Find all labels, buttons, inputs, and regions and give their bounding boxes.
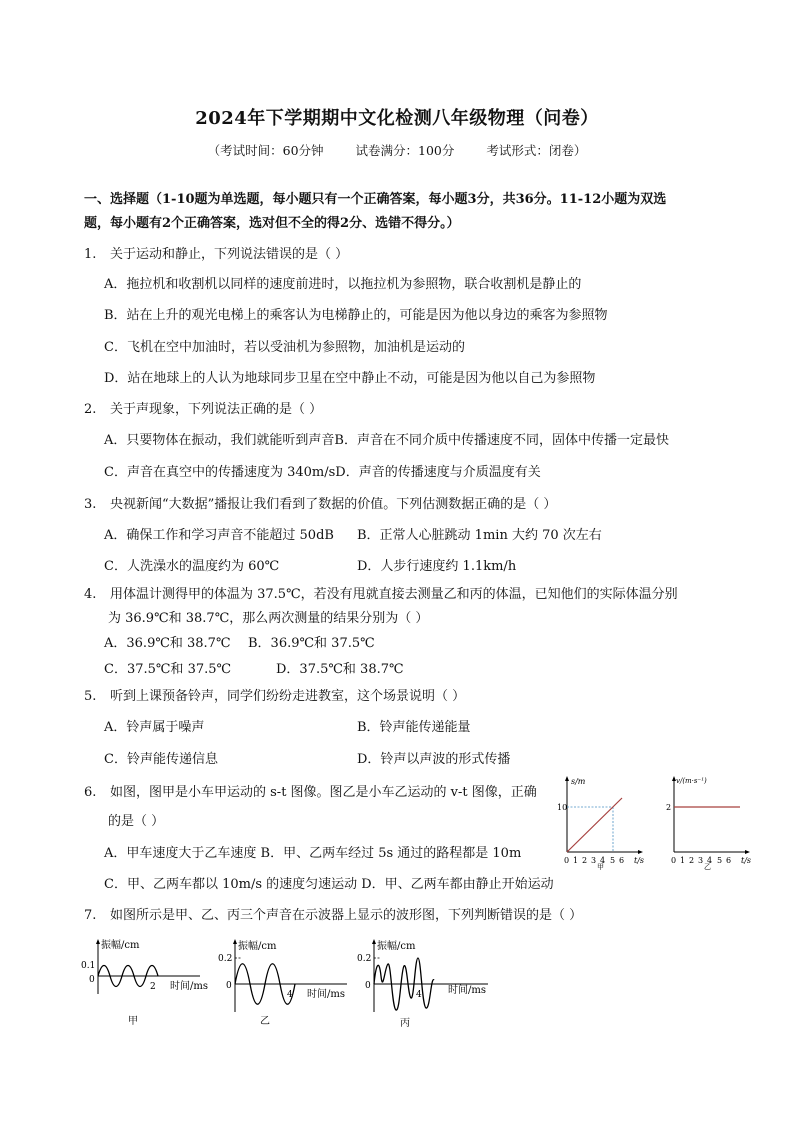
- x-tick-label: 4: [600, 856, 606, 865]
- x-axis-arrow: [745, 850, 750, 854]
- y-axis-arrow: [565, 776, 569, 781]
- x-tick-label: 1: [680, 856, 686, 865]
- x-tick-label: 0: [564, 856, 570, 865]
- question-4-stem-cont: 为 36.9℃和 38.7℃，那么两次测量的结果分别为（ ）: [108, 611, 429, 626]
- question-number: 3.: [84, 497, 97, 512]
- question-3-stem: [84, 496, 556, 514]
- y-axis-arrow: [372, 939, 376, 944]
- waveform-caption: 甲: [128, 1016, 138, 1027]
- y-tick-label: 0.1: [81, 961, 96, 971]
- y-axis-label: v/(m·s⁻¹): [676, 777, 707, 785]
- y-axis-label: 振幅/cm: [377, 941, 416, 952]
- origin-label: 0: [226, 981, 232, 991]
- q4-option-a: A．36.9℃和 38.7℃: [104, 636, 231, 651]
- y-axis-arrow: [96, 939, 100, 944]
- graph-caption: 甲: [597, 863, 604, 870]
- x-tick-label: 4: [287, 990, 293, 1000]
- vt-graph: [662, 772, 757, 870]
- x-tick-labels: [564, 856, 624, 865]
- question-number: 6.: [84, 785, 97, 800]
- q6-options-ab: A．甲车速度大于乙车速度 B．甲、乙两车经过 5s 通过的路程都是 10m: [104, 846, 522, 861]
- data-line: [567, 798, 622, 852]
- x-tick-label: 5: [610, 856, 616, 865]
- exam-time: （考试时间：60分钟: [207, 143, 324, 158]
- y-tick-label: 2: [666, 803, 672, 812]
- question-text: 如图所示是甲、乙、丙三个声音在示波器上显示的波形图，下列判断错误的是（ ）: [110, 908, 583, 923]
- waveform-c: [352, 936, 497, 1031]
- x-tick-labels: [671, 856, 731, 865]
- x-axis-label: t/s: [634, 856, 645, 865]
- x-tick-label: 0: [671, 856, 677, 865]
- question-number: 1.: [84, 247, 97, 262]
- q3-option-c: C．人洗澡水的温度约为 60℃: [104, 559, 280, 574]
- origin-label: 0: [89, 975, 95, 985]
- q2-options-cd: C．声音在真空中的传播速度为 340m/sD．声音的传播速度与介质温度有关: [104, 465, 541, 480]
- y-axis-label: s/m: [571, 777, 586, 786]
- question-text: 央视新闻“大数据”播报让我们看到了数据的价值。下列估测数据正确的是（ ）: [110, 497, 557, 512]
- full-score: 试卷满分：100分: [355, 143, 455, 158]
- question-1-stem: [84, 246, 348, 264]
- origin-label: 0: [365, 981, 371, 991]
- q4-option-c: C．37.5℃和 37.5℃: [104, 662, 232, 677]
- x-tick-label: 6: [619, 856, 625, 865]
- x-tick-label: 2: [582, 856, 588, 865]
- q5-option-b: B．铃声能传递能量: [357, 720, 471, 735]
- y-axis-label: 振幅/cm: [238, 941, 277, 952]
- question-7-stem: [84, 907, 582, 925]
- question-text: 如图，图甲是小车甲运动的 s-t 图像。图乙是小车乙运动的 v-t 图像，正确: [110, 785, 537, 800]
- question-number: 5.: [84, 689, 97, 704]
- q3-option-a: A．确保工作和学习声音不能超过 50dB: [104, 528, 334, 543]
- question-number: 4.: [84, 587, 97, 602]
- x-axis-label: 时间/ms: [170, 981, 208, 992]
- q1-option-c: C．飞机在空中加油时，若以受油机为参照物，加油机是运动的: [104, 340, 465, 355]
- question-text: 关于运动和静止，下列说法错误的是（ ）: [110, 247, 349, 262]
- st-graph: [555, 772, 650, 870]
- waveform-a: [80, 936, 210, 1031]
- q5-option-a: A．铃声属于噪声: [104, 720, 205, 735]
- graph-caption: 乙: [704, 863, 711, 870]
- question-number: 2.: [84, 402, 97, 417]
- x-tick-label: 5: [717, 856, 723, 865]
- question-text: 听到上课预备铃声，同学们纷纷走进教室，这个场景说明（ ）: [110, 689, 466, 704]
- question-text: 关于声现象，下列说法正确的是（ ）: [110, 402, 323, 417]
- q4-option-b: B．36.9℃和 37.5℃: [248, 636, 375, 651]
- q4-option-d: D．37.5℃和 38.7℃: [276, 662, 404, 677]
- y-tick-label: 10: [557, 803, 568, 812]
- q5-option-c: C．铃声能传递信息: [104, 752, 218, 767]
- q3-option-d: D．人步行速度约 1.1km/h: [357, 559, 517, 574]
- x-tick-label: 6: [726, 856, 732, 865]
- y-axis-label: 振幅/cm: [101, 940, 140, 951]
- q2-options-ab: A．只要物体在振动，我们就能听到声音B．声音在不同介质中传播速度不同，固体中传播一定最快: [104, 433, 669, 448]
- q5-option-d: D．铃声以声波的形式传播: [357, 752, 511, 767]
- question-2-stem: [84, 401, 322, 419]
- question-text: 用体温计测得甲的体温为 37.5℃，若没有甩就直接去测量乙和丙的体温，已知他们的实际体温分别: [110, 587, 678, 602]
- exam-form: 考试形式：闭卷）: [486, 143, 587, 158]
- y-tick-label: 0.2: [357, 954, 372, 964]
- q1-option-d: D．站在地球上的人认为地球同步卫星在空中静止不动，可能是因为他以自己为参照物: [104, 371, 596, 386]
- x-tick-label: 4: [707, 856, 713, 865]
- x-tick-label: 4: [416, 990, 422, 1000]
- x-tick-label: 1: [573, 856, 579, 865]
- y-axis-arrow: [233, 939, 237, 944]
- section-heading-line1: 一、选择题（1-10题为单选题，每小题只有一个正确答案，每小题3分，共36分。11-12小题为双选: [84, 192, 667, 207]
- question-number: 7.: [84, 908, 97, 923]
- waveform-b: [215, 936, 355, 1031]
- q6-options-cd: C．甲、乙两车都以 10m/s 的速度匀速运动 D．甲、乙两车都由静止开始运动: [104, 877, 554, 892]
- question-5-stem: [84, 688, 465, 706]
- page-title: 2024年下学期期中文化检测八年级物理（问卷）: [195, 108, 599, 129]
- y-tick-label: 0.2: [218, 954, 233, 964]
- x-axis-label: 时间/ms: [307, 989, 345, 1000]
- waveform-caption: 乙: [260, 1016, 270, 1027]
- x-tick-label: 3: [698, 856, 704, 865]
- question-6-stem-cont: 的是（ ）: [108, 814, 165, 829]
- x-tick-label: 3: [591, 856, 597, 865]
- x-tick-label: 2: [150, 982, 156, 992]
- q3-option-b: B．正常人心脏跳动 1min 大约 70 次左右: [357, 528, 602, 543]
- exam-info: [0, 141, 794, 159]
- waveform-caption: 丙: [400, 1018, 410, 1029]
- question-4-stem: [84, 586, 678, 604]
- x-axis-arrow: [638, 850, 643, 854]
- q1-option-a: A．拖拉机和收割机以同样的速度前进时，以拖拉机为参照物，联合收割机是静止的: [104, 277, 582, 292]
- q1-option-b: B．站在上升的观光电梯上的乘客认为电梯静止的，可能是因为他以身边的乘客为参照物: [104, 308, 608, 323]
- x-axis-label: 时间/ms: [448, 985, 486, 996]
- question-6-stem: [84, 784, 537, 802]
- x-tick-label: 2: [689, 856, 695, 865]
- x-axis-label: t/s: [741, 856, 752, 865]
- section-heading-line2: 题，每小题有2个正确答案，选对但不全的得2分、选错不得分。）: [84, 216, 460, 231]
